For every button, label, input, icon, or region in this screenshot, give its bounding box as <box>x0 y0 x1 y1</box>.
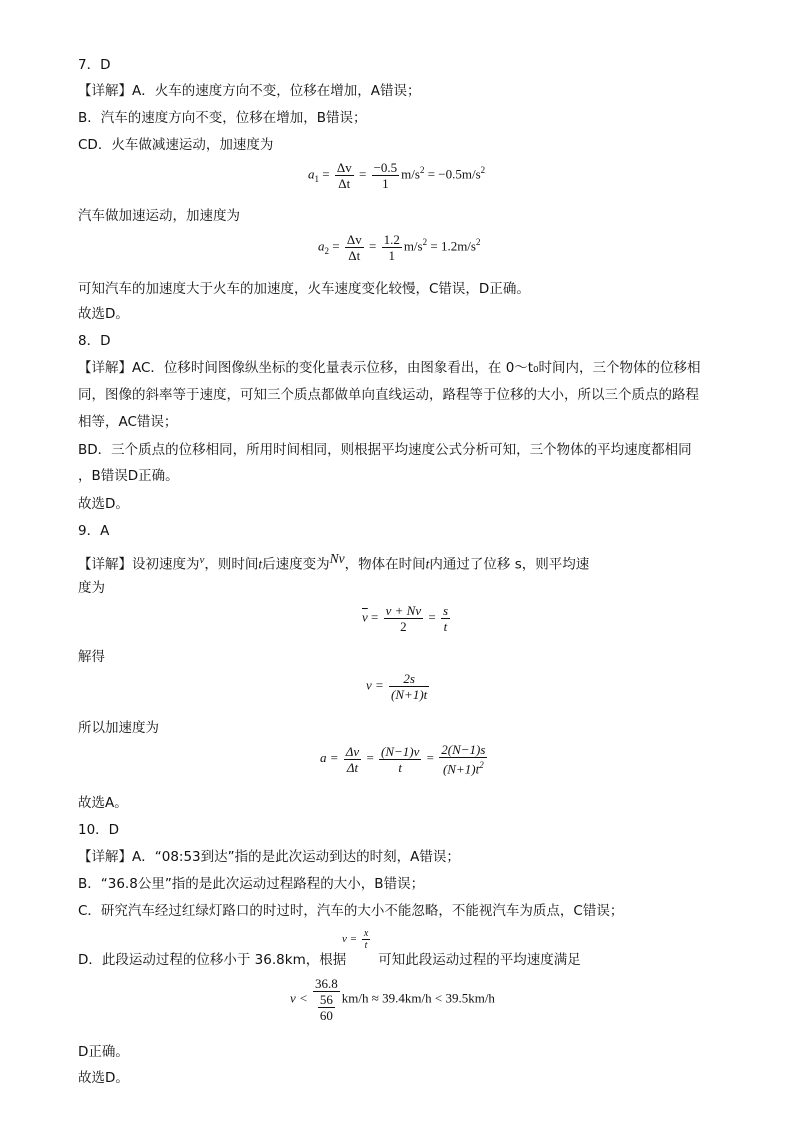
answer-9-detail-1: 【详解】设初速度为$^v$，则时间t后速度变为Nv，物体在时间t内通过了位移 s，则平均速 <box>78 551 590 573</box>
answer-10-header: 10．D <box>78 822 120 838</box>
answer-8-header: 8．D <box>78 333 111 349</box>
equation-vbar: $\overline{v}$ = $\frac{v + Nv}{2}$ = $\frac{s}{t}$ <box>362 603 449 634</box>
answer-8-detail-5: ，B错误D正确。 <box>78 468 179 484</box>
answer-8-detail-4: BD．三个质点的位移相同，所用时间相同，则根据平均速度公式分析可知，三个物体的平均速度都相同 <box>78 442 692 458</box>
equation-v-estimate: v < $\frac{36.8}{\frac{56}{60}}$ km/h ≈ 39.4km/h < 39.5km/h <box>290 976 495 1023</box>
equation-a: a = $\frac{\Delta v}{\Delta t}$ = $\frac{(N-1)v}{t}$ = $\frac{2(N-1)s}{(N+1)t^2}$ <box>320 742 486 777</box>
answer-10-choice: 故选D。 <box>78 1070 129 1086</box>
answer-10-detail-a: 【详解】A．“08:53到达”指的是此次运动到达的时刻，A错误； <box>78 849 460 865</box>
answer-10-detail-b: B．“36.8公里”指的是此次运动过程路程的大小，B错误； <box>78 876 425 892</box>
answer-8-detail-2: 同，图像的斜率等于速度，可知三个质点都做单向直线运动，路程等于位移的大小，所以三个质点的路程 <box>78 387 699 403</box>
answer-7-header: 7．D <box>78 57 111 73</box>
equation-a2: $a_2$ = $\frac{\Delta v}{\Delta t}$ = $\frac{1.2}{1}$ $m/s^2 = 1.2m/s^2$ <box>318 232 481 263</box>
answer-7-choice: 故选D。 <box>78 306 129 322</box>
answer-8-choice: 故选D。 <box>78 496 129 512</box>
answer-7-detail-cd: CD．火车做减速运动，加速度为 <box>78 137 274 153</box>
answer-7-detail-b: B．汽车的速度方向不变，位移在增加，B错误； <box>78 110 367 126</box>
answer-7-car-text: 汽车做加速运动，加速度为 <box>78 208 240 224</box>
answer-10-detail-c: C．研究汽车经过红绿灯路口的时过时，汽车的大小不能忽略，不能视汽车为质点，C错误； <box>78 903 624 919</box>
answer-7-conclusion: 可知汽车的加速度大于火车的加速度，火车速度变化较慢，C错误，D正确。 <box>78 281 530 297</box>
answer-7-detail-a: 【详解】A．火车的速度方向不变，位移在增加，A错误； <box>78 83 421 99</box>
answer-9-header: 9．A <box>78 523 110 539</box>
answer-10-detail-d: D．此段运动过程的位移小于 36.8km，根据 可知此段运动过程的平均速度满足 <box>78 952 581 968</box>
answer-9-choice: 故选A。 <box>78 795 128 811</box>
answer-9-accel-text: 所以加速度为 <box>78 720 159 736</box>
equation-v: v = $\frac{2s}{(N+1)t}$ <box>366 671 428 702</box>
answer-9-detail-2: 度为 <box>78 580 105 596</box>
answer-10-correct: D正确。 <box>78 1044 129 1060</box>
answer-9-solve: 解得 <box>78 649 105 665</box>
inline-equation-v-x-t: v = $\frac{x}{t}$ <box>342 928 369 951</box>
equation-a1: $a_1$ = $\frac{\Delta v}{\Delta t}$ = $\frac{-0.5}{1}$ $m/s^2 = -0.5m/s^2$ <box>308 160 486 191</box>
answer-8-detail-1: 【详解】AC．位移时间图像纵坐标的变化量表示位移，由图象看出，在 0～t₀时间内，三个物体的位移相 <box>78 360 701 376</box>
answer-8-detail-3: 相等，AC错误； <box>78 414 178 430</box>
